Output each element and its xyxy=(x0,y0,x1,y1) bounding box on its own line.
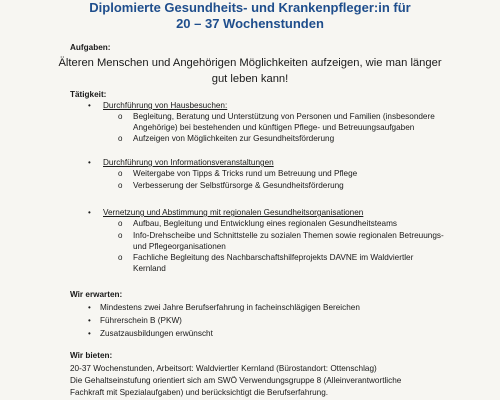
title-line-1: Diplomierte Gesundheits- und Krankenpfleger:in für xyxy=(89,0,411,15)
aufgaben-text-line-1: Älteren Menschen und Angehörigen Möglichkeiten aufzeigen, wie man länger xyxy=(58,57,442,69)
list-item: Kernland xyxy=(133,264,166,273)
list-item: Begleitung, Beratung und Unterstützung von Personen und Familien (insbesondere xyxy=(133,112,435,121)
list-item: Aufbau, Begleitung und Entwicklung eines regionalen Gesundheitsteams xyxy=(133,219,397,228)
list-item: Mindestens zwei Jahre Berufserfahrung in facheinschlägigen Bereichen xyxy=(100,303,360,312)
list-item: und Pflegeorganisationen xyxy=(133,242,226,251)
aufgaben-text-line-2: gut leben kann! xyxy=(211,73,289,85)
section-title-vernetzung: Vernetzung und Abstimmung mit regionalen Gesundheitsorganisationen xyxy=(103,208,364,217)
circle-bullet-icon: o xyxy=(118,169,123,178)
section-title-hausbesuche: Durchführung von Hausbesuchen: xyxy=(103,101,228,110)
list-item: Info-Drehscheibe und Schnittstelle zu sozialen Themen sowie regionalen Betreuungs- xyxy=(133,231,444,240)
section-bullet-icon: • xyxy=(88,158,91,167)
bullet-icon: • xyxy=(88,303,91,312)
text-line: 20-37 Wochenstunden, Arbeitsort: Waldviertler Kernland (Bürostandort: Ottenschlag) xyxy=(70,364,377,373)
list-item: Angehörige) bei bestehenden und künftigen Pflege- und Betreuungsaufgaben xyxy=(133,123,415,132)
taetigkeit-heading: Tätigkeit: xyxy=(70,90,107,99)
wir-erwarten-heading: Wir erwarten: xyxy=(70,290,123,299)
circle-bullet-icon: o xyxy=(118,231,123,240)
circle-bullet-icon: o xyxy=(118,253,123,262)
list-item: Führerschein B (PKW) xyxy=(100,316,182,325)
circle-bullet-icon: o xyxy=(118,219,123,228)
circle-bullet-icon: o xyxy=(118,134,123,143)
list-item: Fachliche Begleitung des Nachbarschaftshilfeprojekts DAVNE im Waldviertler xyxy=(133,253,414,262)
bullet-icon: • xyxy=(88,329,91,338)
list-item: Zusatzausbildungen erwünscht xyxy=(100,329,213,338)
text-line: Die Gehaltseinstufung orientiert sich am SWÖ Verwendungsgruppe 8 (Alleinverantwortliche xyxy=(70,376,402,385)
aufgaben-heading: Aufgaben: xyxy=(70,43,111,52)
section-bullet-icon: • xyxy=(88,101,91,110)
list-item: Verbesserung der Selbstfürsorge & Gesundheitsförderung xyxy=(133,181,344,190)
section-bullet-icon: • xyxy=(88,208,91,217)
list-item: Weitergabe von Tipps & Tricks rund um Betreuung und Pflege xyxy=(133,169,358,178)
section-title-informationsveranstaltungen: Durchführung von Informationsveranstaltungen xyxy=(103,158,274,167)
title-line-2: 20 – 37 Wochenstunden xyxy=(176,16,324,31)
circle-bullet-icon: o xyxy=(118,181,123,190)
wir-bieten-heading: Wir bieten: xyxy=(70,351,113,360)
list-item: Aufzeigen von Möglichkeiten zur Gesundheitsförderung xyxy=(133,134,335,143)
bullet-icon: • xyxy=(88,316,91,325)
circle-bullet-icon: o xyxy=(118,112,123,121)
text-line: Fachkraft mit Spezialaufgaben) und berücksichtigt die Berufserfahrung. xyxy=(70,388,329,397)
